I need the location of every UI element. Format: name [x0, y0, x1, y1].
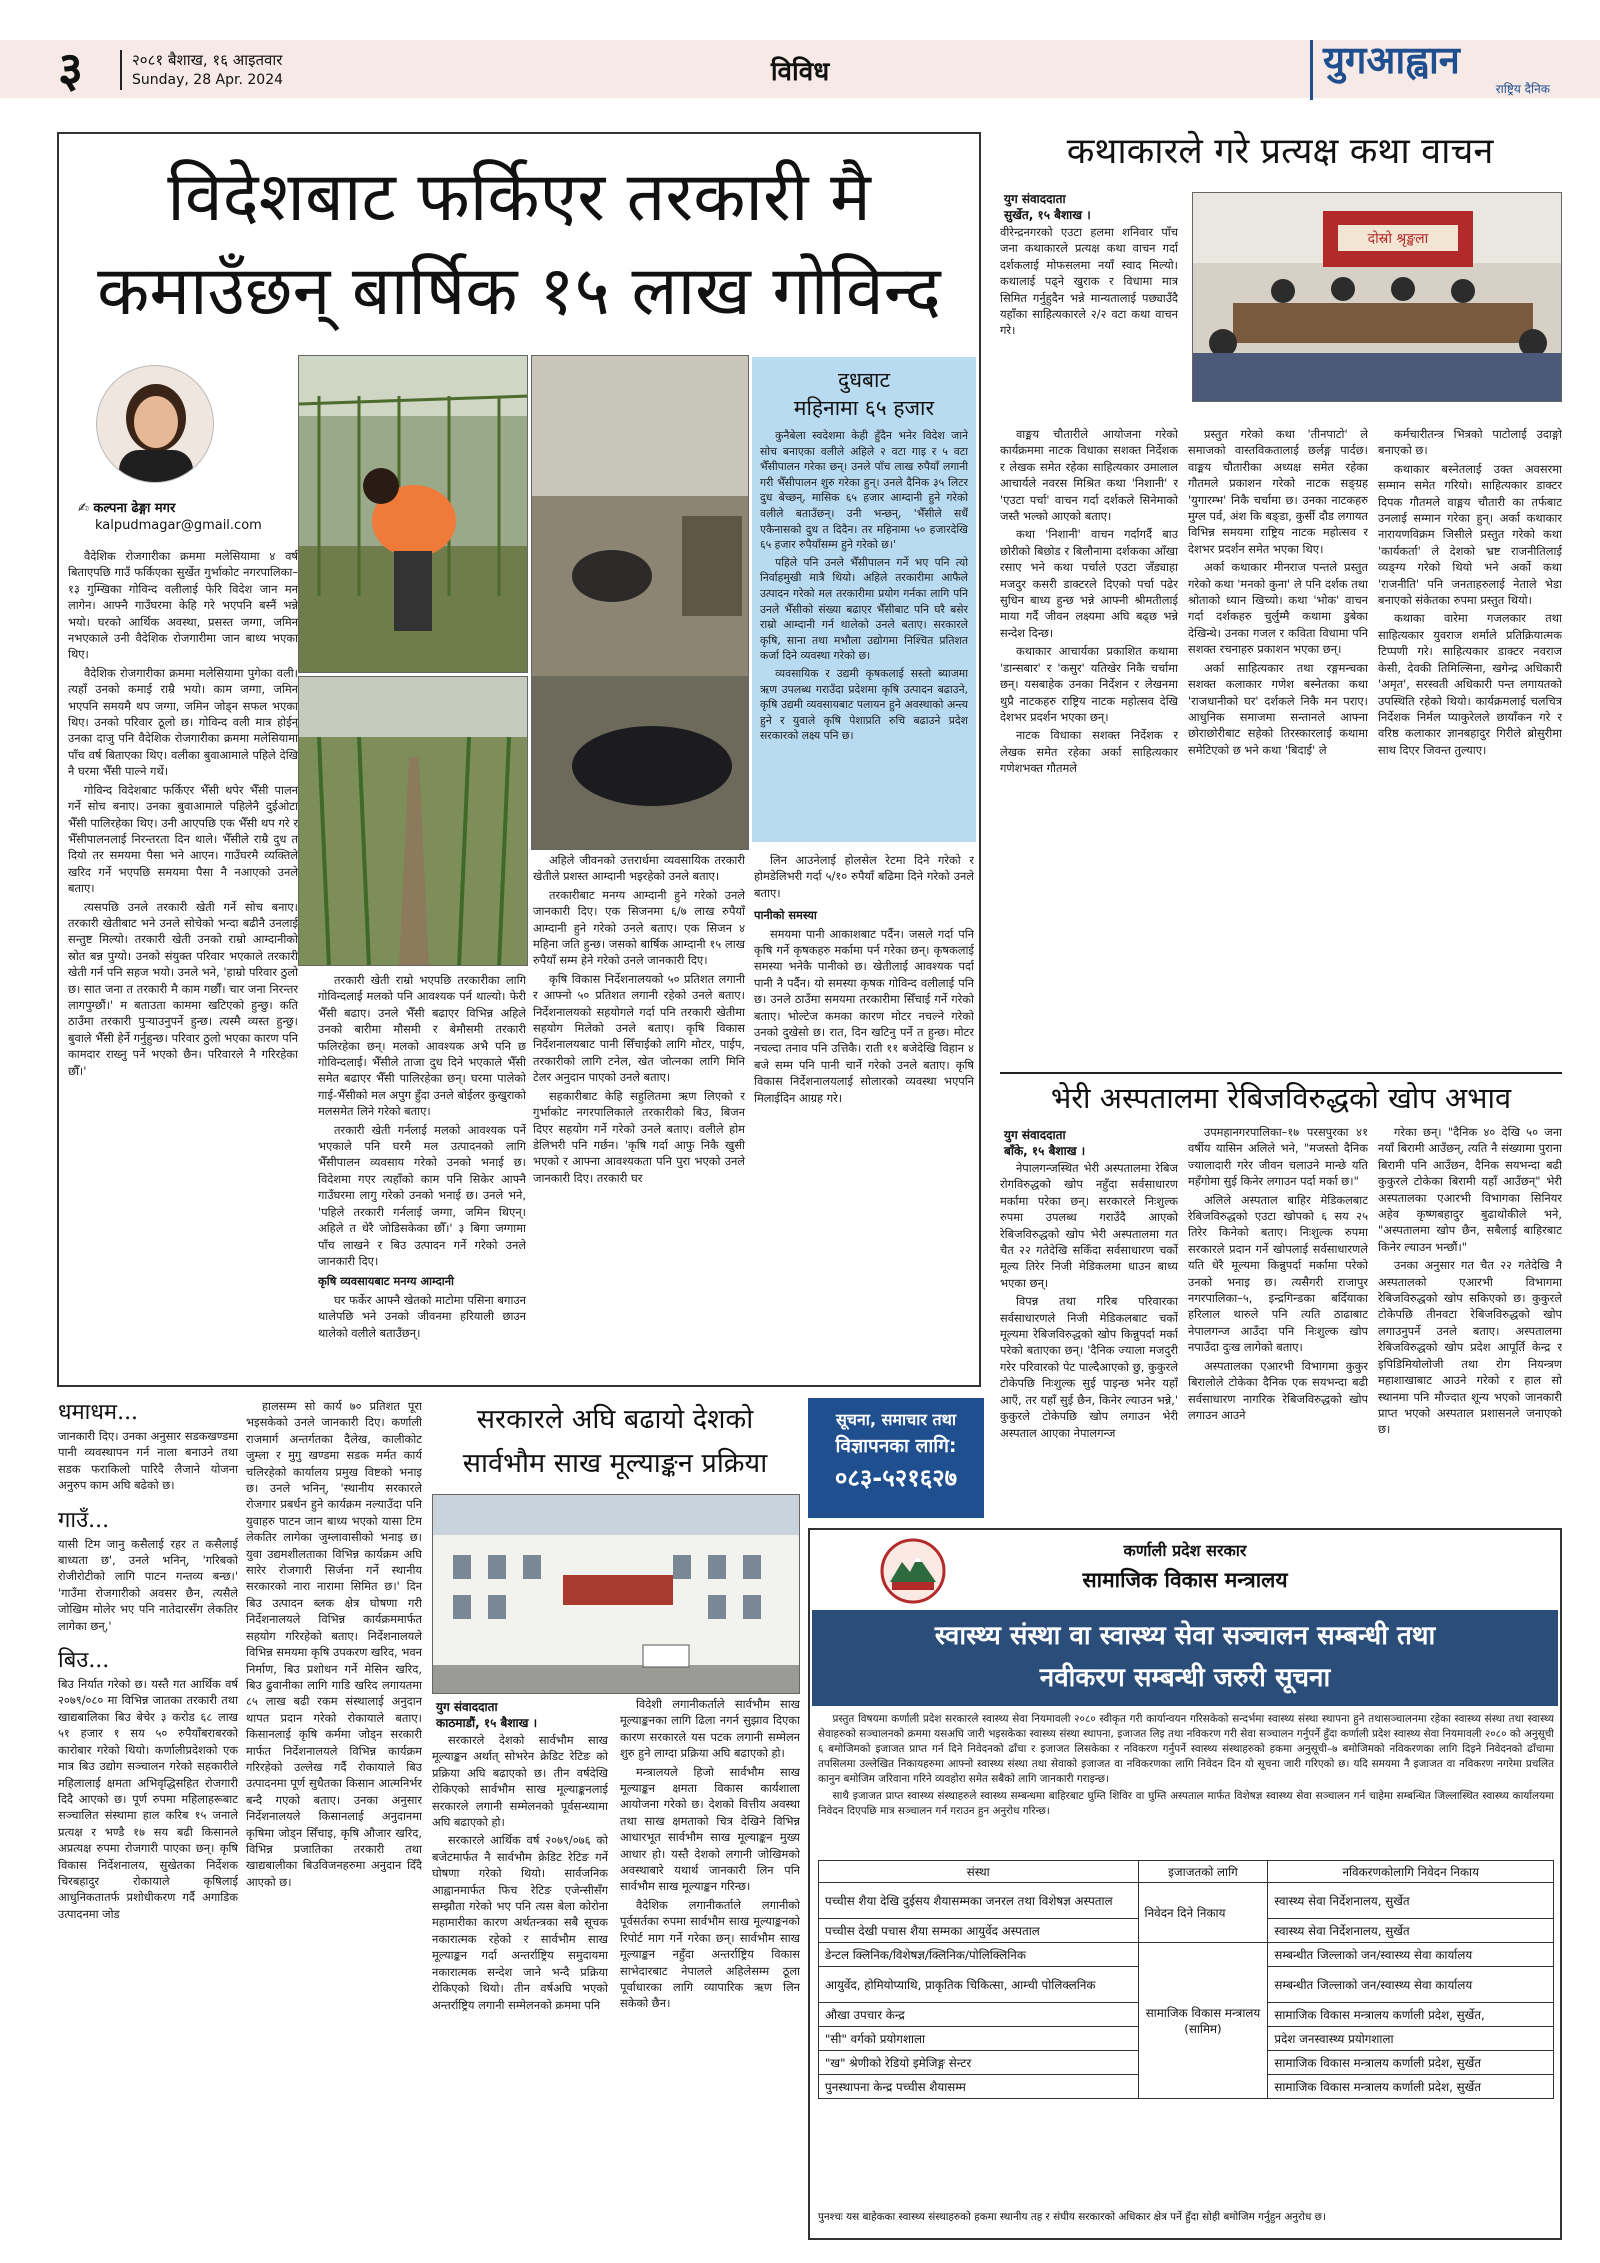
sovereign-column-1: [432, 1732, 608, 2238]
katha-para: कथाका वारेमा गजलकार तथा साहित्यकार युवराज शर्माले प्रतिक्रियात्मक टिप्पणी गरे। साहित्यकार डाक्टर नवराज केसी, देवकी तिमिल्सिना, खगेन्द्र अधिकारी 'अमृत', सरस्वती अधिकारी पन्त लगायतको उपस्थिति रहेको थियो। कार्यक्रमलाई चलचित्र निर्देशक निर्मल प्याकुरेलले छायाँकन गरे र वरिष्ठ कलाकार ज्ञानबहादुर गिरीले ब्रोसुरीमा साथ दिएर जिवन्त तुल्याए।: [1378, 611, 1562, 757]
sovereign-column-2: [620, 1696, 800, 2238]
lead-photo-farmer: [298, 355, 528, 673]
masthead-title: युगआह्वान: [1323, 37, 1460, 82]
contact-ad: [808, 1398, 984, 1518]
katha-para: कथाकार बस्नेतलाई उक्त अवसरमा सम्मान समेत गरियो। साहित्यकार डाक्टर दिपक गौतमले वाङ्मय चौतारी का तर्फबाट उनलाई सम्मान गरेका हुन्। अर्का कथाकार नारायणविक्रम जिसीले प्रस्तुत गरेको कथा 'कार्यकर्ता' ले देशको भ्रष्ट राजनीतिलाई व्यङ्ग्य गरेको थियो भने अर्को कथा 'राजनीति' पनि जनताहरुलाई नेताले भेडा बनाएको संकेतका रुपमा प्रस्तुत थियो।: [1378, 461, 1562, 608]
lead-column-2: [318, 972, 526, 1380]
lead-col3-para: तरकारीबाट मनग्य आम्दानी हुने गरेको उनले जानकारी दिए। एक सिजनमा ६/७ लाख रुपैयाँ आम्दानी हुने गरेको उनले बताए। एक सिजन ४ महिना जति हुन्छ। जसको बार्षिक आम्दानी १५ लाख रुपैयाँ सम्म हेने गरेको उनले जानकारी दिए।: [533, 887, 745, 968]
katha-column-1: [1000, 426, 1178, 1062]
table-cell: "सी" वर्गको प्रयोगशाला: [819, 2027, 1139, 2051]
table-cell: "ख" श्रेणीको रेडियो इमेजिङ्ग सेन्टर: [819, 2051, 1139, 2075]
lead-col4-para: लिन आउनेलाई होलसेल रेटमा दिने गरेको र होमडेलिभरी गर्दा ५/१० रुपैयाँ बढिमा दिने गरेको उनले बताए।: [754, 853, 974, 900]
lead-col4-para: समयमा पानी आकाशबाट पर्दैन। जसले गर्दा पनि कृषि गर्ने कृषकहरु मर्कामा पर्न गरेका छन्। कृषकलाई समस्या भनेकै पानीको छ। खेतीलाई आवश्यक पर्दा पानी नै पर्दैन। यो समस्या कृषक गोविन्द वलीलाई पनि छ। उनले ठाउँमा समयमा तरकारीमा सिँचाई गर्ने गरेको बताए। भोल्टेज कमका कारण मोटर नचल्ने गरेको उनको दुखेसो छ। रात, दिन खटिनु पर्ने त हुन्छ। मोटर नचल्दा तनाव पनि उत्तिकै। राती ११ बजेदेखि विहान ४ बजे सम्म पनि पानी चार्ने गरेको उनले बताए। कृषि विकास निर्देशनालयलाई सोलारको व्यवस्था भएपनि मिलाईदिन आग्रह गरे।: [754, 926, 974, 1105]
lead-col3-para: अहिले जीवनको उत्तरार्धमा व्यवसायिक तरकारी खेतीले प्रशस्त आम्दानी भइरहेको उनले बताए।: [533, 853, 745, 884]
milk-box-para: पहिले पनि उनले भैँसीपालन गर्ने भए पनि त्यो निर्वाहमुखी मात्रै थियो। अहिले तरकारीमा आफैले उत्पादन गरेको मल तरकारीमा प्रयोग गर्नका लागि पनि उनले भैँसीको संख्या बढाएर भैँसीबाट पनि घरै बसेर राम्रो आम्दानी गर्न थालेको उनले बताए। सरकारले कृषि, साना तथा मभौला उद्योगमा निश्चित प्रतिशत कर्जा दिने व्यवस्था गरेको छ।: [760, 555, 968, 663]
katha-para: वाङ्मय चौतारीले आयोजना गरेको कार्यक्रममा नाटक विधाका सशक्त निर्देशक र लेखक समेत रहेका साहित्यकार उमालाल आचार्यले नवरस मिश्रित कथा 'निशानी' र 'एउटा पर्चा' वाचन गर्दा दर्शकले सिनेमाको जस्तै भल्को आएको बताए।: [1000, 427, 1178, 524]
table-row: [819, 1883, 1554, 1919]
section-title: विविध: [770, 57, 830, 87]
notice-title-1: स्वास्थ्य संस्था वा स्वास्थ्य सेवा सञ्चालन सम्बन्धी तथा: [934, 1621, 1436, 1651]
brief-title: गाउँ...: [58, 1507, 110, 1533]
table-cell: प्रदेश जनस्वास्थ्य प्रयोगशाला: [1268, 2027, 1554, 2051]
katha-para: अर्का कथाकार मीनराज पन्तले प्रस्तुत गरेको कथा 'मनको कुना' ले पनि दर्शक तथा श्रोताको ध्यान खिच्यो। कथा 'भोक' वाचन गर्दा दर्शकहरु चुर्लुम्मै कथामा डुबेका देखिन्थे। उनका गजल र कविता विधामा पनि सशक्त रचनाहरु प्रकाशन भएका छन्।: [1188, 560, 1368, 657]
lead-headline-line2: कमाउँछन् बार्षिक १५ लाख गोविन्द: [97, 252, 941, 331]
sovereign-para: सरकारले आर्थिक वर्ष २०७९/०७६ को बजेटमार्फत नै सार्वभौम क्रेडिट रेटिङ गर्ने घोषणा गरेको थियो। सार्वजनिक आह्वानमार्फत फिच रेटिङ एजेन्सीसँग सम्झौता गरेको भए पनि त्यस बेला कोरोना महामारीका कारण अर्थतन्त्रका सबै सूचक नकारात्मक रहेको र सार्वभौम साख मूल्याङ्कन गर्दा अन्तर्राष्ट्रिय समुदायमा नकारात्मक सन्देश जाने भन्दै प्रक्रिया रोकिएको थियो। तीन वर्षअघि भएको अन्तर्राष्ट्रिय लगानी सम्मेलनको क्रममा पनि: [432, 1833, 608, 2012]
notice-table: [818, 1860, 1554, 2099]
katha-dateline-2: सुर्खेत, १५ बैशाख ।: [1004, 208, 1091, 222]
lead-col2-para: घर फर्केर आफ्नै खेतको माटोमा पसिना बगाउन थालेपछि भने उनको जीवनमा हरियाली छाउन थालेको वलीले बताउँछन्।: [318, 1292, 526, 1340]
table-cell: सामाजिक विकास मन्त्रालय कर्णाली प्रदेश, सुर्खेत: [1268, 2075, 1554, 2099]
table-cell: पच्चीस देखी पचास शैया सम्मका आयुर्वेद अस्पताल: [819, 1919, 1139, 1943]
table-cell: पुनस्थापना केन्द्र पच्चीस शैयासम्म: [819, 2075, 1139, 2099]
sovereign-para: वैदेशिक लगानीकर्ताले लगानीको पूर्वसर्तका रुपमा सार्वभौम साख मूल्याङ्कनको रिपोर्ट माग गर्ने गरेका छन्। सार्वभौम साख मूल्याङ्कन नहुँदा अन्तर्राष्ट्रिय विकास साभेदारबाट नेपालले अहिलेसम्म ठूला पूर्वाधारका लागि व्यापारिक ऋण लिन सकेको छैन।: [620, 1897, 800, 2011]
table-header: संस्था: [819, 1861, 1139, 1883]
sovereign-para: मन्त्रालयले हिजो सार्वभौम साख मूल्याङ्कन क्षमता विकास कार्यशाला आयोजना गरेको छ। देशको वित्तीय अवस्था तथा साख क्षमताको चित्र देखिने विभिन्न आधारभूत सार्वभौम साख मूल्याङ्कन मुख्य आधार हो। यस्तै देशको लगानी जोखिमको अवस्थाबारे यथार्थ जानकारी लिन पनि सार्वभौम साख मूल्याङ्कन गरिन्छ।: [620, 1764, 800, 1894]
katha-para: कथा 'निशानी' वाचन गर्दागर्दै बाउ छोरीको बिछोड र बिलौनामा दर्शकका आँखा रसाए भने कथा पर्चाले एउटा जँड्याहा मजदुर कसरी डाक्टरले दिएको पर्चा पढेर सुधिन बाध्य हुन्छ भन्ने आफ्नी श्रीमतीलाई माया गर्दै जीवन लक्ष्यमा अघि बढ्छ भन्ने सन्देश दिन्छ।: [1000, 527, 1178, 640]
brief-text: बिउ निर्यात गरेको छ। यस्तै गत आर्थिक वर्ष २०७९/०८० मा विभिन्न जातका तरकारी तथा खाद्यबालिका बिउ बेचेर ३ करोड ६८ लाख ५१ हजार १ सय ५० रुपैयाँबराबरको कारोबार गरेको थियो। कर्णालीप्रदेशको एक मात्र बिउ उद्योग सञ्चालन गरेको सहकारीले महिलालाई क्षमता अभिवृद्धिसहित रोजगारी दिदै आएको छ। पूर्ण रुपमा महिलाहरूबाट सञ्चालित संस्थामा हाल करिब १५ जनाले प्रत्यक्ष र भण्डै १७ सय बढी किसानले अप्रत्यक्ष रुपमा रोजगारी पाएका छन्। कृषि विकास निर्देशनालय, सुखेतका निर्देशक चिरबहादुर रोकायाले कृषिलाई आधुनिकतातर्फ प्रशोधीकरण गर्दै अगाडिक उत्पादनमा जोड: [58, 1677, 238, 1921]
rabies-para: उपमहानगरपालिका–१७ परसपुरका ४१ वर्षीय यासिन अलिले भने, "मजस्तो दैनिक ज्यालादारी गरेर जीवन चलाउने मान्छे यति महँगोमा सुई किनेर लगाउन पर्दा मर्का छ।": [1188, 1125, 1368, 1189]
sovereign-para: विदेशी लगानीकर्ताले सार्वभौम साख मूल्याङ्कनका लागि ढिला नगर्न सुझाव दिएका कारण सरकारले यस पटक लगानी सम्मेलन शुरु हुने लाग्दा प्रक्रिया अघि बढाएको हो।: [620, 1697, 800, 1761]
milk-box-title-1: दुधबाट: [837, 368, 891, 392]
sovereign-headline-1: सरकारले अघि बढायो देशको: [476, 1404, 754, 1435]
sovereign-dateline-1: युग संवाददाता: [436, 1700, 498, 1714]
masthead-subtitle: राष्ट्रिय दैनिक: [1495, 82, 1550, 96]
notice-footnote: पुनश्चः यस बाहेकका स्वास्थ्य संस्थाहरुको हकमा स्थानीय तह र संघीय सरकारको अधिकार क्षेत्र पर्ने हुँदा सोही बमोजिम गर्नुहुन अनुरोध छ।: [818, 2211, 1326, 2223]
katha-banner-text: दोस्रो श्रृङ्खला: [1367, 231, 1429, 247]
lead-photo-field: [298, 676, 528, 966]
katha-para: प्रस्तुत गरेको कथा 'तीनपाटो' ले समाजको वास्तविकतालाई छर्लङ्ग पार्दछ। वाङ्मय चौतारीका अध्यक्ष समेत रहेका गौतमले प्रकाशन गरेको नाटक सङ्ग्रह 'युगारम्भ' निकै चर्चामा छ। उनका नाटकहरु मुग्ल पर्व, अंश कि बङ्डा, कुर्सी दौड लगायत विभिन्न समयमा राष्ट्रिय नाटक महोत्सव र देशभर प्रदर्शन समेत भएका थिए।: [1188, 427, 1368, 556]
table-cell: स्वास्थ्य सेवा निर्देशनालय, सुर्खेत: [1268, 1883, 1554, 1919]
table-header: इजाजतको लागि: [1138, 1861, 1268, 1883]
lead-col1-para: वैदेशिक रोजगारीका क्रममा मलेसियामा पुगेका वली। त्यहाँ उनको कमाई राम्रै भयो। काम जग्गा, जमिन भएपनि समयमै थप जग्गा, जमिन जोड्न सफल भएका थिए। उनको परिवार ठूलो छ। गोविन्द वली मात्र होईन् उनका दाजु पनि वैदेशिक रोजगारीका क्रममा मलेसियामा पाँच वर्ष बिताएका थिए। वलीका बुवाआमाले पहिले देखि नै घरमा भैँसी पाल्ने गर्थे।: [68, 665, 298, 779]
lead-column-4: [754, 852, 974, 1380]
table-cell: निवेदन दिने निकाय: [1138, 1883, 1268, 1943]
rabies-column-3: [1378, 1124, 1562, 1518]
brief-title: धमाधम...: [58, 1400, 139, 1425]
katha-column-2: [1188, 426, 1368, 1062]
notice-title-2: नवीकरण सम्बन्धी जरुरी सूचना: [1039, 1663, 1331, 1693]
lead-column-1: [68, 548, 298, 1380]
notice-body-para: साथै इजाजत प्राप्त स्वास्थ्य संस्थाहरुले स्वास्थ्य सम्बन्धमा बाहिरबाट घुम्ति शिविर वा घुम्ति अस्पताल मार्फत विशेषज्ञ स्वास्थ्य सेवा सञ्चालन गर्न चाहेमा सम्बन्धित जिल्लास्थित स्वास्थ्य कार्यालयमा निवेदन दिएपछि मात्र सञ्चालन गर्न गराउन हुन अनुरोध गरिन्छ।: [818, 1790, 1554, 1817]
table-cell: सामाजिक विकास मन्त्रालय कर्णाली प्रदेश, सुर्खेत,: [1268, 2003, 1554, 2027]
milk-box-text: [760, 428, 968, 838]
lead-col3-para: कृषि विकास निर्देशनालयको ५० प्रतिशत लगानी र आफ्नो ५० प्रतिशत लगानी रहेको उनले बताए। निर्देशनालयको सहयोगले गर्दा पनि तरकारी खेतीमा सहयोग मिलेको उनले बताए। कृषि विकास निर्देशनालयबाट पानी सिँचाईको लागि मोटर, पाईप, तरकारीको लागि टनेल, खेत जोत्नका लागि मिनि टेलर अनुदान पाएको उनले बताए।: [533, 971, 745, 1085]
brief-continuation-text: हालसम्म सो कार्य ७० प्रतिशत पूरा भइसकेको उनले जानकारी दिए। कर्णाली राजमार्ग अन्तर्गतका दैलेख, कालीकोट जुम्ला र मुगु खण्डमा सडक मर्मत कार्य चलिरहेको कार्यालय प्रमुख विष्टको भनाइ छ। उनले भनिन्, 'स्थानीय सरकारले रोजगार प्रबर्धन हुने कार्यक्रम नल्याउँदा पनि युवाहरु पाटन जान बाध्य भएको यासा टिम लेकतिर लागेका जुम्लावासीको भनाइ छ। युवा उद्यमशीलताका विभिन्न कार्यक्रम अघि सारेर रोजगारी सिर्जना गर्ने स्थानीय सरकारको नारा नारामा सिमित छ।' दिन बिउ उत्पादन ब्लक क्षेत्र घोषणा गरी निर्देशनालयले विभिन्न कार्यक्रममार्फत सहयोग गरिरहेको बताए। निर्देशनालयले विभिन्न समयमा कृषि उपकरण खरिद, भवन निर्माण, बिउ प्रशोधन गर्ने मेसिन खरिद, बिउ ढुवानीका लागि गाडि खरिद लगायतमा ८५ लाख बढी रकम संस्थालाई अनुदान थापत प्रदान गरेको रोकायाले बताए। किसानलाई कृषि कर्ममा जोड्न सरकारी मार्फत निर्देशनालयले विभिन्न कार्यक्रम गरिरहेको उल्लेख गर्दै रोकायाले बिउ उत्पादनमा पूर्ण सुधैतका किसान आत्मनिर्भर बन्दै गएको बताए। उनका अनुसार निर्देशनालयले किसानलाई अनुदानमा कृषिमा जोड्न सिँचाइ, कृषि औजार खरिद, विभिन्न प्रजातिका तरकारी तथा खाद्यबालीका बिउविजनहरुमा अनुदान दिँदै आएको छ।: [246, 1399, 422, 1889]
subhead-krishi: कृषि व्यवसायबाट मनग्य आम्दानी: [318, 1274, 454, 1289]
milk-box-title-2: महिनामा ६५ हजार: [793, 396, 935, 420]
sovereign-dateline-2: काठमाडौं, १५ बैशाख ।: [436, 1716, 538, 1730]
table-cell: सम्बन्धीत जिल्लाको जन/स्वास्थ्य सेवा कार्यालय: [1268, 1943, 1554, 1967]
table-cell: स्वास्थ्य सेवा निर्देशनालय, सुर्खेत: [1268, 1919, 1554, 1943]
notice-body: [818, 1712, 1554, 1858]
byline-email: kalpudmagar@gmail.com: [95, 518, 262, 533]
lead-col3-para: सहकारीबाट केहि सहुलितमा ऋण लिएको र गुर्भाकोट नगरपालिकाले तरकारीको बिउ, बिजन दिएर सहयोग गर्ने गरेको उनले बताए। वलीले होम डेलिभरी पनि गर्छन। 'कृषि गर्दा आफु निकै खुसी भएको र आफ्ना आवश्यकता पनि पुरा भएको उनले जानकारी दिए। तरकारी घर: [533, 1088, 745, 1185]
date-english: Sunday, 28 Apr. 2024: [132, 72, 284, 88]
katha-headline: कथाकारले गरे प्रत्यक्ष कथा वाचन: [1066, 131, 1494, 172]
table-cell: आयुर्वेद, होमियोप्याथि, प्राकृतिक चिकित्सा, आम्ची पोलिक्लनिक: [819, 1967, 1139, 2003]
table-cell: पच्चीस शैया देखि दुईसय शैयासम्मका जनरल तथा विशेषज्ञ अस्पताल: [819, 1883, 1139, 1919]
katha-column-1a: [1000, 224, 1178, 424]
katha-dateline-1: युग संवाददाता: [1004, 192, 1066, 206]
brief-title: बिउ...: [58, 1648, 110, 1674]
rabies-column-2: [1188, 1124, 1368, 1518]
rabies-top-rule: [1000, 1072, 1562, 1074]
sovereign-headline-2: सार्वभौम साख मूल्याङ्कन प्रक्रिया: [462, 1448, 768, 1479]
table-cell: सम्बन्धीत जिल्लाको जन/स्वास्थ्य सेवा कार्यालय: [1268, 1967, 1554, 2003]
rabies-para: अस्पतालका एआरभी विभागमा कुकुर बिरालोले टोकेका दैनिक एक सयभन्दा बढी सर्वसाधारण नागरिक रेबिजविरुद्धको खोप लगाउन आउने: [1188, 1358, 1368, 1422]
rabies-para: उनका अनुसार गत चैत २२ गतेदेखि नै अस्पतालको एआरभी विभागमा रेबिजविरुद्धको खोप सकिएको छ। कुकुरले टोकेपछि तीनवटा रेबिजविरुद्धको खोप लगाउनुपर्ने उनले बताए। अस्पतालमा रेबिजविरुद्धको खोप प्रदेश आपूर्ति केन्द्र र इपिडिमियोलोजी तथा रोग नियन्त्रण महाशाखाबाट आउने गरेको र हाल सो स्थानमा पनि मौज्दात शून्य भएको जानकारी प्राप्त भएको अस्पताल प्रशासनले जनाएको छ।: [1378, 1258, 1562, 1437]
sovereign-photo: [432, 1494, 800, 1694]
reporter-avatar: [96, 365, 214, 483]
rabies-dateline-1: युग संवाददाता: [1004, 1128, 1066, 1142]
katha-para: कर्मचारीतन्त्र भित्रको पाटोलाई उदाङ्गो बनाएको छ।: [1378, 427, 1562, 458]
table-cell: औखा उपचार केन्द्र: [819, 2003, 1139, 2027]
lead-col1-para: गोविन्द विदेशबाट फर्किएर भैँसी थपेर भैँसी पालन गर्ने सोच बनाए। उनका बुवाआमाले पहिलेनै दुईओटा भैँसी पालिरहेका थिए। उनी आएपछि एक भैँसी थप गरे र भैँसीपालनलाई निरन्तरता दिन थाले। भैँसीले राम्रै दुध त दियो तर समयमा पैसा भने आएन। गाउँघरमै व्यक्तिले खरिद गर्ने भएपछि समयमा पैसा नै नआएको उनले बताए।: [68, 782, 298, 896]
table-cell: सामाजिक विकास मन्त्रालय कर्णाली प्रदेश, सुर्खेत: [1268, 2051, 1554, 2075]
notice-body-para: प्रस्तुत विषयमा कर्णाली प्रदेश सरकारले स्वास्थ्य सेवा नियमावली २०८० स्वीकृत गरी कार्यान्वयन गरिसकेको सन्दर्भमा स्वास्थ्य संस्था स्थापना हुने तथासञ्चालनमा रहेका स्वास्थ्य संस्था तथा स्वास्थ्य सेवाहरुको सञ्चालनको क्रममा यसअघि जारी भइसकेका स्वास्थ्य संस्था स्थापना, इजाजत लिइ तथा नविकरण गरी सेवा सञ्चालन गर्नुपर्ने हुँदा कर्णाली प्रदेश स्वास्थ्य सेवा नियमावली २०८० को अनुसूची ६ बमोजिमको इजाजत प्राप्त गर्न दिने निवेदनको ढाँचा र इजाजत लिसकेका र नविकरण गर्नुपर्ने स्वास्थ्य संस्थाहरुको हकमा अनुसूची–७ बमोजिमको नविकरणका लागि दिइने निवेदनको ढाँचामा तपसिलमा उल्लेखित निकायहरुमा आफ्नो स्वास्थ्य संस्था तथा सेवाको इजाजत वा नविकरणका लागि निवेदन दिन यो सूचना जारी गरिएको छ। यदि समयमा नै इजाजत वा नविकरण नगरेमा प्रचलित कानुन बमोजिम जरिवाना गरिने व्यवहोरा समेत सबैको लागि जानकारी गराइन्छ।: [818, 1713, 1554, 1785]
contact-ad-line-1: सूचना, समाचार तथा: [835, 1410, 957, 1429]
brief-text: यासी टिम जानु कसैलाई रहर त कसैलाई बाध्यता छ', उनले भनिन्, 'गरिबको रोजीरोटीको लागि पाटन गन्तव्य बन्छ।' 'गाउँमा रोजगारीको अवसर छैन, त्यसैले जोखिम मोलेर भए पनि नातेदारसँग लेकतिर लागेका छन्,': [58, 1536, 238, 1633]
lead-photo-buffalo: [531, 355, 749, 850]
lead-col2-para: तरकारी खेती राम्रो भएपछि तरकारीका लागि गोविन्दलाई मलको पनि आवश्यक पर्न थाल्यो। फेरी भैँसी बढाए। उनले भैँसी बढाएर विभिन्न अहिले उनको बारीमा मौसमी र बेमौसमी तरकारी फलिरहेका छन्। मलको आवश्यक अभै पनि छ गोविन्दलाई। भैँसीले ताजा दुध दिने भएकाले भैँसी समेत बढाएर भैँसी पालिरहेका छन्। घरमा पालेको गाई-भैँसीको मल अपुग हुँदा उनले बोईलर कुखुराको मलसमेत लिने गरेको बताए।: [318, 973, 526, 1119]
lead-headline-line1: विदेशबाट फर्किएर तरकारी मै: [167, 158, 871, 237]
lead-column-3: [533, 852, 745, 1380]
table-cell: सामाजिक विकास मन्त्रालय (सामिम): [1138, 1943, 1268, 2099]
date-nepali: २०८१ बैशाख, १६ आइतवार: [132, 51, 283, 69]
notice-ministry: सामाजिक विकास मन्त्रालय: [1082, 1568, 1288, 1592]
milk-box-para: कुनैबेला स्वदेशमा केही हुँदैन भनेर विदेश जाने सोच बनाएका वलीले अहिले २ वटा गाइ र ५ वटा भैँसीपालन गरेका छन्। उनले पाँच लाख रुपैयाँ लगानी गरी भैँसीपालन शुरु गरेका हुन्। उनले दैनिक ३५ लिटर दुध बेच्छन्, मासिक ६५ हजार आम्दानी हुने गरेको वलीले बताउँछन्। उनी भन्छन्, 'भैँसीले सधैँ एकैनासको दुध त दिदैन। तर महिनामा ५० हजारदेखि ६५ हजार रुपैयाँसम्म हुने गरेको छ।': [760, 429, 968, 552]
subhead-pani: पानीको समस्या: [754, 908, 817, 923]
katha-para: नाटक विधाका सशक्त निर्देशक र लेखक समेत रहेका अर्का साहित्यकार गणेशभक्त गौतमले: [1000, 728, 1178, 776]
katha-para: कथाकार आचार्यका प्रकाशित कथामा 'डान्सबार' र 'कसुर' यतिखेर निकै चर्चामा छन्। यसबाहेक उनका निर्देशन र लेखनमा थुप्रै नाटकहरु राष्ट्रिय नाटक महोत्सव देखि देशभर प्रदर्शन भएका छन्।: [1000, 644, 1178, 724]
lead-col2-para: तरकारी खेती गर्नलाई मलको आवश्यक पर्ने भएकाले पनि घरमै मल उत्पादनको लागि भैँसीपालन व्यवसाय गरेको उनको भनाई छ। विदेशमा गएर त्यहाँको काम पनि सिकेर आफ्नै गाउँघरमा लागु गरेको उनको भनाई छ। उनले भने, 'पहिले तरकारी गर्नलाई जग्गा, जमिन थिएन्। अहिले त धेरै जोडिसकेका छौँ।' ३ बिगा जग्गामा पाँच लाखने र बिउ उत्पादन गर्ने गरेको उनले जानकारी दिए।: [318, 1122, 526, 1268]
contact-ad-line-2: विज्ञापनका लागि:: [835, 1435, 957, 1457]
rabies-column-1: [1000, 1160, 1178, 1518]
masthead: [1310, 37, 1560, 100]
byline-name: ✍ कल्पना ढेङ्गा मगर: [78, 501, 176, 516]
katha-para: अर्का साहित्यकार तथा रङ्गमन्चका सशक्त कलाकार गणेश बस्नेतका कथा 'राजधानीको घर' दर्शकले निकै मन पराए। आधुनिक समाजमा सन्तानले आफ्ना छोराछोरीबाट सहेको तिरस्कारलाई कथामा समेटिएको छ भने कथा 'बिदाई' ले: [1188, 660, 1368, 757]
sovereign-para: सरकारले देशको सार्वभौम साख मूल्याङ्कन अर्थात् सोभरेन क्रेडिट रेटिङ को प्रक्रिया अघि बढाएको छ। तीन वर्षदेखि रोकिएको सार्वभौम साख मूल्याङ्कनलाई सरकारले लगानी सम्मेलनको पूर्वसन्ध्यामा अघि बढाएको हो।: [432, 1733, 608, 1830]
rabies-para: विपन्न तथा गरिब परिवारका सर्वसाधारणले निजी मेडिकलबाट चर्को मूल्यमा रेबिजविरुद्धको खोप किन्नुपर्दा मर्का परेको बताएका छन्। 'दैनिक ज्याला मजदुरी गरेर परिवारको पेट पाल्दैआएको छु, कुकुरले टोकेपछि निःशुल्क सुई पाइन्छ भनेर यहाँ आएँ, तर यहाँ सुई छैन, किनेर ल्याउन भन्ने,' कुकुरले टोकेपछि खोप लगाउन भेरी अस्पताल आएका नेपालगन्ज: [1000, 1294, 1178, 1440]
briefs-continuation-column: [246, 1398, 422, 2238]
rabies-para: नेपालगन्जस्थित भेरी अस्पतालमा रेबिज रोगविरुद्धको खोप नहुँदा सर्वसाधारण मर्कामा परेका छन्। सरकारले निःशुल्क रुपमा उपलब्ध गराउँदै आएको रेबिजविरुद्धको खोप भेरी अस्पतालमा गत चैत २२ गतेदेखि सकिँदा सर्वसाधारण चर्को मूल्य तिरेर निजी मेडिकलमा धाउन बाध्य भएका छन्।: [1000, 1161, 1178, 1290]
katha-column-3: [1378, 426, 1562, 1062]
rabies-para: अलिले अस्पताल बाहिर मेडिकलबाट रेबिजविरुद्धको एउटा खोपको ६ सय २५ तिरेर किनेको बताए। निःशुल्क रुपमा सरकारले प्रदान गर्ने खोपलाई सर्वसाधारणले यति धेरै मूल्यमा किन्नुपर्दा मर्कामा परेको उनको भनाइ छ। त्यसैगरी राजापुर नगरपालिका–५, इन्द्रगिन्डका बर्दियाका हरिलाल थारुले पनि त्यति ठाढाबाट नेपालगन्ज आउँदा पनि निःशुल्क खोप नपाउँदा दुःख लागेको बताए।: [1188, 1192, 1368, 1355]
brief-text: जानकारी दिए। उनका अनुसार सडकखण्डमा पानी व्यवस्थापन गर्न नाला बनाउने तथा सडक फराकिलो पारिदै लैजाने योजना अनुरुप काम अघि बढेको छ।: [58, 1429, 238, 1493]
rabies-dateline-2: बाँके, १५ बैशाख ।: [1004, 1144, 1086, 1158]
table-row: [819, 1943, 1554, 1967]
contact-ad-phone: ०८३-५२१६२७: [834, 1464, 958, 1492]
katha-para: वीरेन्द्रनगरको एउटा हलमा शनिवार पाँच जना कथाकारले प्रत्यक्ष कथा वाचन गर्दा दर्शकलाई मोफसलमा नयाँ स्वाद मिल्यो। कथालाई पढ्ने खुराक र विधामा मात्र सिमित गर्नुहुदैन भन्ने मान्यतालाई पछ्याउँदै यहाँका साहित्यकारले २/२ वटा कथा वाचन गरे।: [1000, 225, 1178, 338]
lead-col1-para: वैदेशिक रोजगारीका क्रममा मलेसियामा ४ वर्ष बिताएपछि गाउँ फर्किएका सुर्खेत गुर्भाकोट नगरपालिका–१३ गुम्खिका गोविन्द वलीलाई फेरि विदेश जान मन लागेन। आफ्नै गाउँघरमा केहि गरे भएपनि बस्नैं भन्ने भयो। घरको आर्थिक अवस्था, प्रसस्त जग्गा, जमिन नभएकाले उनी वैदेशिक रोजगारीमा जान बाध्य भएका थिए।: [68, 549, 298, 662]
rabies-para: गरेका छन्। "दैनिक ४० देखि ५० जना नयाँ बिरामी आउँछन्, त्यति नै संख्यामा पुराना बिरामी पनि आउँछन, दैनिक सयभन्दा बढी कुकुरले टोकेका बिरामी यहाँ आउँछन्" भेरी अस्पतालका एआरभी विभागका सिनियर अहेव कृष्णबहादुर बुढाथोकीले भने, "अस्पतालमा खोप छैन, सबैलाई बाहिरबाट किनेर ल्याउन भन्छौं।": [1378, 1125, 1562, 1254]
milk-box-para: व्यवसायिक र उद्यमी कृषकलाई सस्तो ब्याजमा ऋण उपलब्ध गराउँदा प्रदेशमा कृषि उत्पादन बढाउने, कृषि उद्यमी व्यवसायबाट पलायन हुने अवस्थाको अन्त्य हुने र युवाले कृषि पेशाप्रति रुचि बढाउने प्रदेश सरकारको लक्ष्य पनि छ।: [760, 666, 968, 743]
table-header: नविकरणकोलागि निवेदन निकाय: [1268, 1861, 1554, 1883]
lead-col1-para: त्यसपछि उनले तरकारी खेती गर्ने सोच बनाए। तरकारी खेतीबाट भने उनले सोचेको भन्दा बढीनै उनलाई सन्तुष्ट मिल्यो। तरकारी खेती उनको राम्रो आम्दानीको स्रोत बन्न पुग्यो। उनको संयुक्त परिवार भएकाले तरकारी खेती गर्न पनि सहज भयो। उनले भने, 'हाम्रो परिवार ठुलो छ। सात जना त तरकारी मै काम गर्छौं। चार जना निरन्तर लागपुग्छौं।' म बताउता काममा खटिएको हुन्छु। कति ठाउँमा तरकारी पुऱ्याउनुपर्ने हुन्छ। त्यस्मै व्यस्त हुन्छु। बुवाले भैँसी हेर्ने गर्नुहुन्छ। परिवार ठुलो भएका कारण पनि कामदार राख्नु पर्ने भएको छैन। परिवारले नै गरिरहेका छौँ।': [68, 899, 298, 1078]
page-number: ३: [58, 42, 83, 98]
table-cell: डेन्टल क्लिनिक/विशेषज्ञ/क्लिनिक/पोलिक्लिनिक: [819, 1943, 1139, 1967]
katha-photo: [1192, 192, 1562, 402]
rabies-headline: भेरी अस्पतालमा रेबिजविरुद्धको खोप अभाव: [1050, 1081, 1512, 1115]
briefs-column: [58, 1398, 238, 2238]
notice-government: कर्णाली प्रदेश सरकार: [1123, 1541, 1247, 1560]
